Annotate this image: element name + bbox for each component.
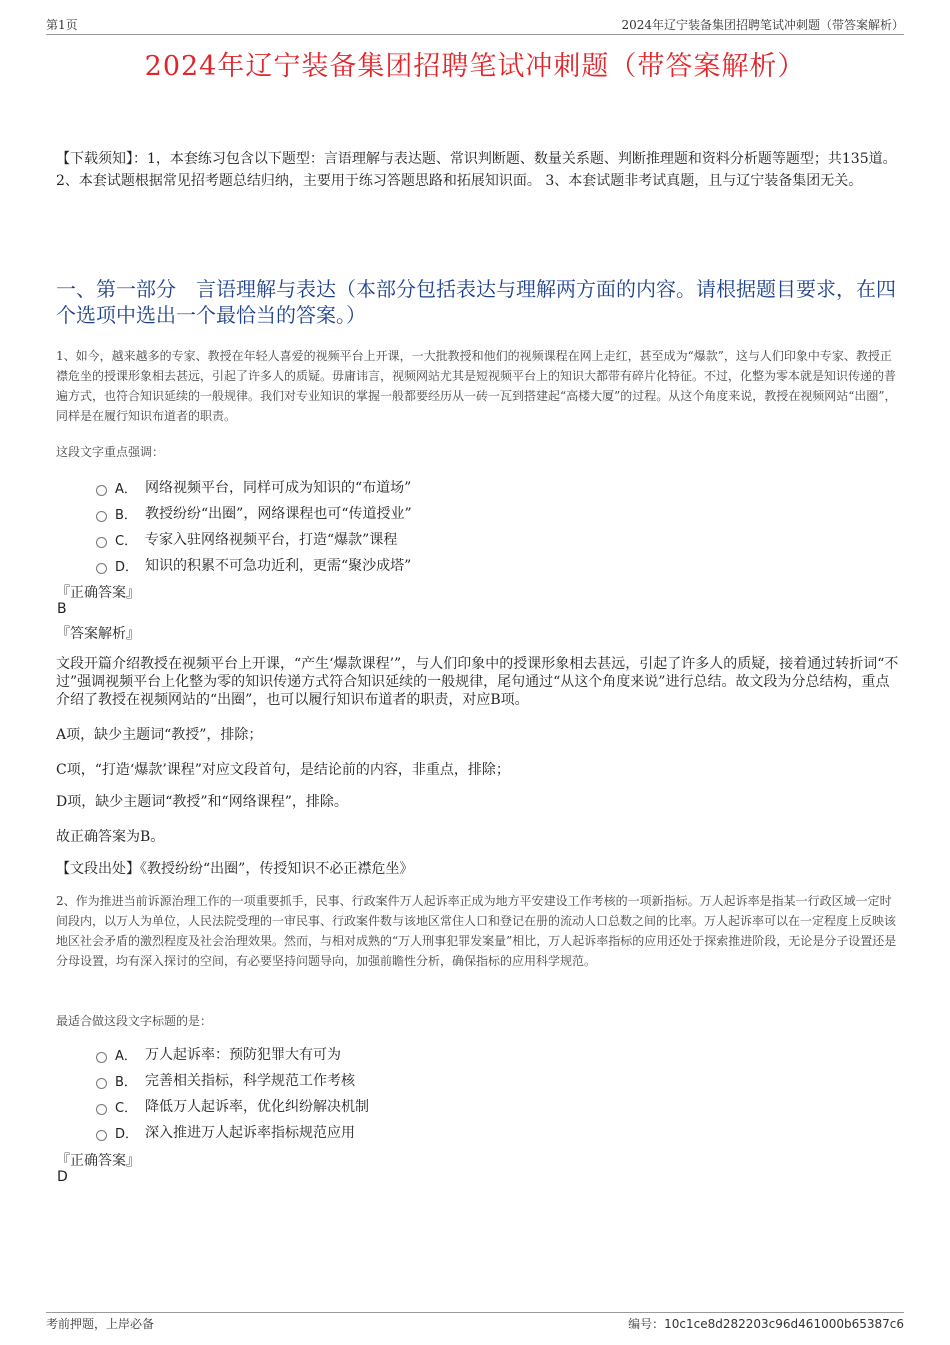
radio-icon[interactable]	[96, 563, 107, 574]
question-2-option-b[interactable]: B． 完善相关指标，科学规范工作考核	[96, 1067, 856, 1093]
radio-icon[interactable]	[96, 1052, 107, 1063]
download-notice: 【下载须知】：1，本套练习包含以下题型：言语理解与表达题、常识判断题、数量关系题、判断推理题和资料分析题等题型；共135道。 2、本套试题根据常见招考题总结归纳，主要用于练习答题思路和拓展知识面。 3、本套试题非考试真题，且与辽宁装备集团无关。	[56, 151, 897, 189]
footer-code-label: 编号：	[628, 1316, 665, 1331]
question-1-analysis: 文段开篇介绍教授在视频平台上开课，“产生‘爆款课程’”，与人们印象中的授课形象相去甚远，引起了许多人的质疑，接着通过转折词“不过”强调视频平台上化整为零的知识传递方式符合知识延续的一般规律，尾句通过“从这个角度来说”进行总结。故文段为分总结构，重点介绍了教授在视频网站的“出圈”，也可以履行知识布道者的职责，对应B项。	[56, 656, 899, 708]
question-2-answer-label: 『正确答案』	[56, 1153, 140, 1169]
question-1-text: 1、如今，越来越多的专家、教授在年轻人喜爱的视频平台上开课，一大批教授和他们的视频课程在网上走红，甚至成为“爆款”，这与人们印象中专家、教授正襟危坐的授课形象相去甚远，引起了许多人的质疑。毋庸讳言，视频网站尤其是短视频平台上的知识大都带有碎片化特征。不过，化整为零本就是知识传递的普遍方式，也符合知识延续的一般规律。我们对专业知识的掌握一般都要经历从一砖一瓦到搭建起“高楼大厦”的过程。从这个角度来说，教授在视频网站“出圈”，同样是在履行知识布道者的职责。	[56, 349, 897, 423]
question-1-answer-label: 『正确答案』	[56, 585, 140, 601]
question-1-option-c[interactable]: C． 专家入驻网络视频平台，打造“爆款”课程	[96, 526, 856, 552]
radio-icon[interactable]	[96, 1078, 107, 1089]
page-footer	[46, 1312, 904, 1333]
radio-icon[interactable]	[96, 537, 107, 548]
question-1-prompt: 这段文字重点强调：	[56, 445, 165, 459]
question-1-note-c: C项，“打造‘爆款’课程”对应文段首句，是结论前的内容，非重点，排除；	[56, 762, 510, 778]
header-doc-title: 2024年辽宁装备集团招聘笔试冲刺题（带答案解析）	[621, 17, 904, 32]
question-2-text: 2、作为推进当前诉源治理工作的一项重要抓手，民事、行政案件万人起诉率正成为地方平安建设工作考核的一项新指标。万人起诉率是指某一行政区域一定时间段内，以万人为单位，人民法院受理的一审民事、行政案件数与该地区常住人口和登记在册的流动人口总数之间的比率。万人起诉率可以在一定程度上反映该地区社会矛盾的激烈程度及社会治理效果。然而，与相对成熟的“万人刑事犯罪发案量”相比，万人起诉率指标的应用还处于探索推进阶段，无论是分子设置还是分母设置，均有深入探讨的空间，有必要坚持问题导向，加强前瞻性分析，确保指标的应用科学规范。	[56, 894, 897, 968]
document-title: 2024年辽宁装备集团招聘笔试冲刺题（带答案解析）	[144, 51, 806, 82]
radio-icon[interactable]	[96, 511, 107, 522]
page-number: 第1页	[46, 17, 78, 32]
question-2-options	[96, 1041, 856, 1145]
footer-code-value: 10c1ce8d282203c96d461000b65387c6	[664, 1316, 904, 1331]
question-2-option-a[interactable]: A． 万人起诉率：预防犯罪大有可为	[96, 1041, 856, 1067]
question-1-answer: B	[57, 601, 67, 617]
question-2-option-c[interactable]: C． 降低万人起诉率，优化纠纷解决机制	[96, 1093, 856, 1119]
footer-code	[628, 1315, 904, 1332]
radio-icon[interactable]	[96, 1104, 107, 1115]
radio-icon[interactable]	[96, 1130, 107, 1141]
question-1-note-a: A项，缺少主题词“教授”，排除；	[56, 727, 263, 743]
question-1-options	[96, 474, 856, 578]
question-1-option-a[interactable]: A． 网络视频平台，同样可成为知识的“布道场”	[96, 474, 856, 500]
question-1-source: 【文段出处】《教授纷纷“出圈”，传授知识不必正襟危坐》	[56, 861, 414, 877]
question-1-option-b[interactable]: B． 教授纷纷“出圈”，网络课程也可“传道授业”	[96, 500, 856, 526]
section-heading: 一、第一部分 言语理解与表达（本部分包括表达与理解两方面的内容。请根据题目要求，在四个选项中选出一个最恰当的答案。）	[56, 277, 896, 327]
page-header	[46, 14, 904, 35]
question-1-analysis-label: 『答案解析』	[56, 626, 140, 642]
question-2-prompt: 最适合做这段文字标题的是：	[56, 1014, 213, 1028]
footer-slogan: 考前押题，上岸必备	[46, 1316, 155, 1331]
question-1-option-d[interactable]: D． 知识的积累不可急功近利，更需“聚沙成塔”	[96, 552, 856, 578]
question-2-answer: D	[57, 1169, 68, 1185]
question-1-conclusion: 故正确答案为B。	[56, 829, 165, 845]
question-1-note-d: D项，缺少主题词“教授”和“网络课程”，排除。	[56, 794, 348, 810]
radio-icon[interactable]	[96, 485, 107, 496]
question-2-option-d[interactable]: D． 深入推进万人起诉率指标规范应用	[96, 1119, 856, 1145]
